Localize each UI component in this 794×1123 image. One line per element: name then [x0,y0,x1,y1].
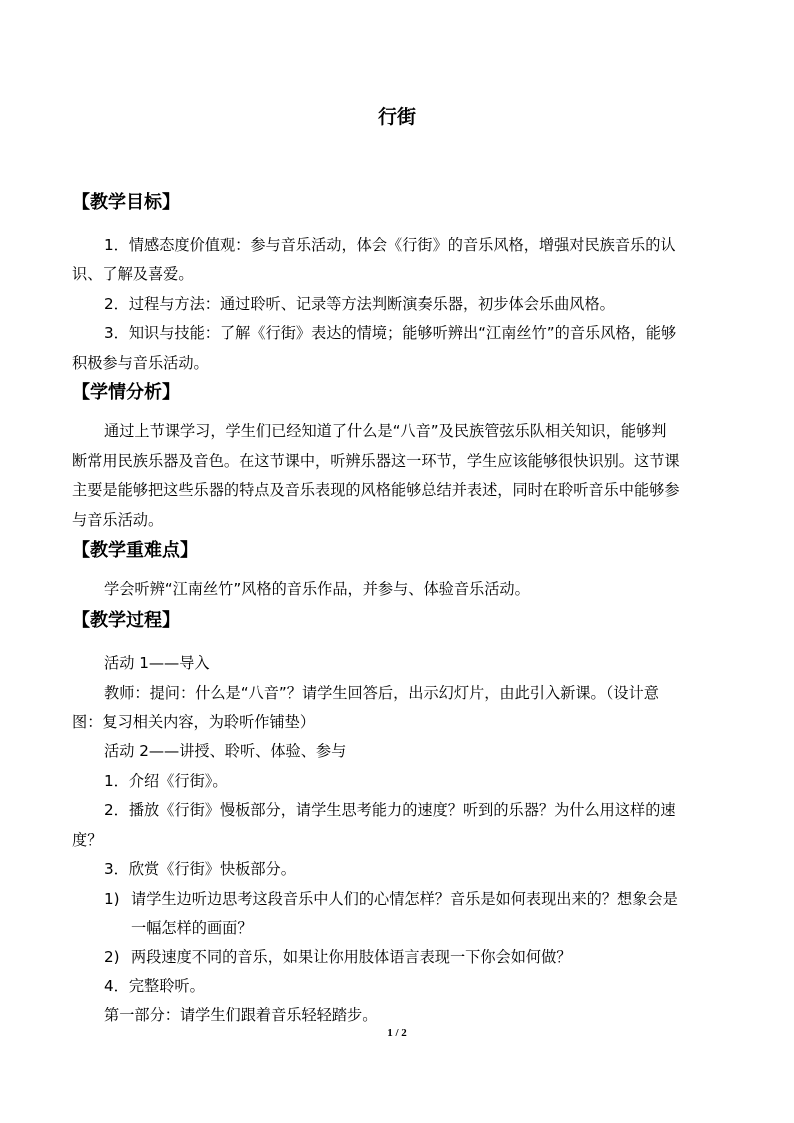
key-points-heading: 【教学重难点】 [72,540,198,561]
sub-item-number-2: 2) [104,948,120,966]
process-line-6: 2．播放《行街》慢板部分，请学生思考能力的速度？听到的乐器？为什么用这样的速 [104,801,676,819]
process-line-9: 4．完整聆听。 [104,977,205,995]
process-line-7: 度？ [72,831,103,849]
process-line-5: 1．介绍《行街》。 [104,772,228,790]
analysis-line-4: 与音乐活动。 [72,511,164,529]
document-title: 行街 [377,106,416,128]
page-number: 1 / 2 [387,1027,407,1039]
analysis-line-3: 主要是能够把这些乐器的特点及音乐表现的风格能够总结并表述，同时在聆听音乐中能够参 [72,481,680,499]
objectives-line-1: 1．情感态度价值观：参与音乐活动，体会《行街》的音乐风格，增强对民族音乐的认 [104,236,676,254]
process-heading: 【教学过程】 [72,610,180,631]
process-line-1: 活动 1——导入 [104,654,210,672]
sub-item-number-1: 1) [104,890,120,908]
objectives-line-4: 3．知识与技能：了解《行街》表达的情境；能够听辨出“江南丝竹”的音乐风格，能够 [104,324,677,342]
sub-item-text-1: 请学生边听边思考这段音乐中人们的心情怎样？音乐是如何表现出来的？想象会是 [131,890,678,908]
process-line-8: 3．欣赏《行街》快板部分。 [104,860,296,878]
analysis-heading: 【学情分析】 [72,382,180,403]
analysis-line-2: 断常用民族乐器及音色。在这节课中，听辨乐器这一环节，学生应该能够很快识别。这节课 [72,452,680,470]
objectives-line-2: 识、了解及喜爱。 [72,265,194,283]
sub-item-text-2: 两段速度不同的音乐，如果让你用肢体语言表现一下你会如何做？ [131,948,572,966]
process-line-3: 图：复习相关内容，为聆听作铺垫） [72,713,315,731]
objectives-line-3: 2．过程与方法：通过聆听、记录等方法判断演奏乐器，初步体会乐曲风格。 [104,295,615,313]
process-line-10: 第一部分：请学生们跟着音乐轻轻踏步。 [104,1006,378,1024]
analysis-line-1: 通过上节课学习，学生们已经知道了什么是“八音”及民族管弦乐队相关知识，能够判 [104,422,667,440]
sub-item-text-1-cont: 一幅怎样的画面？ [131,919,253,937]
process-line-2: 教师：提问：什么是“八音”？请学生回答后，出示幻灯片，由此引入新课。（设计意 [104,684,659,702]
key-points-line-1: 学会听辨“江南丝竹”风格的音乐作品，并参与、体验音乐活动。 [104,580,530,598]
process-line-4: 活动 2——讲授、聆听、体验、参与 [104,742,347,760]
objectives-line-5: 积极参与音乐活动。 [72,354,209,372]
objectives-heading: 【教学目标】 [72,192,180,213]
